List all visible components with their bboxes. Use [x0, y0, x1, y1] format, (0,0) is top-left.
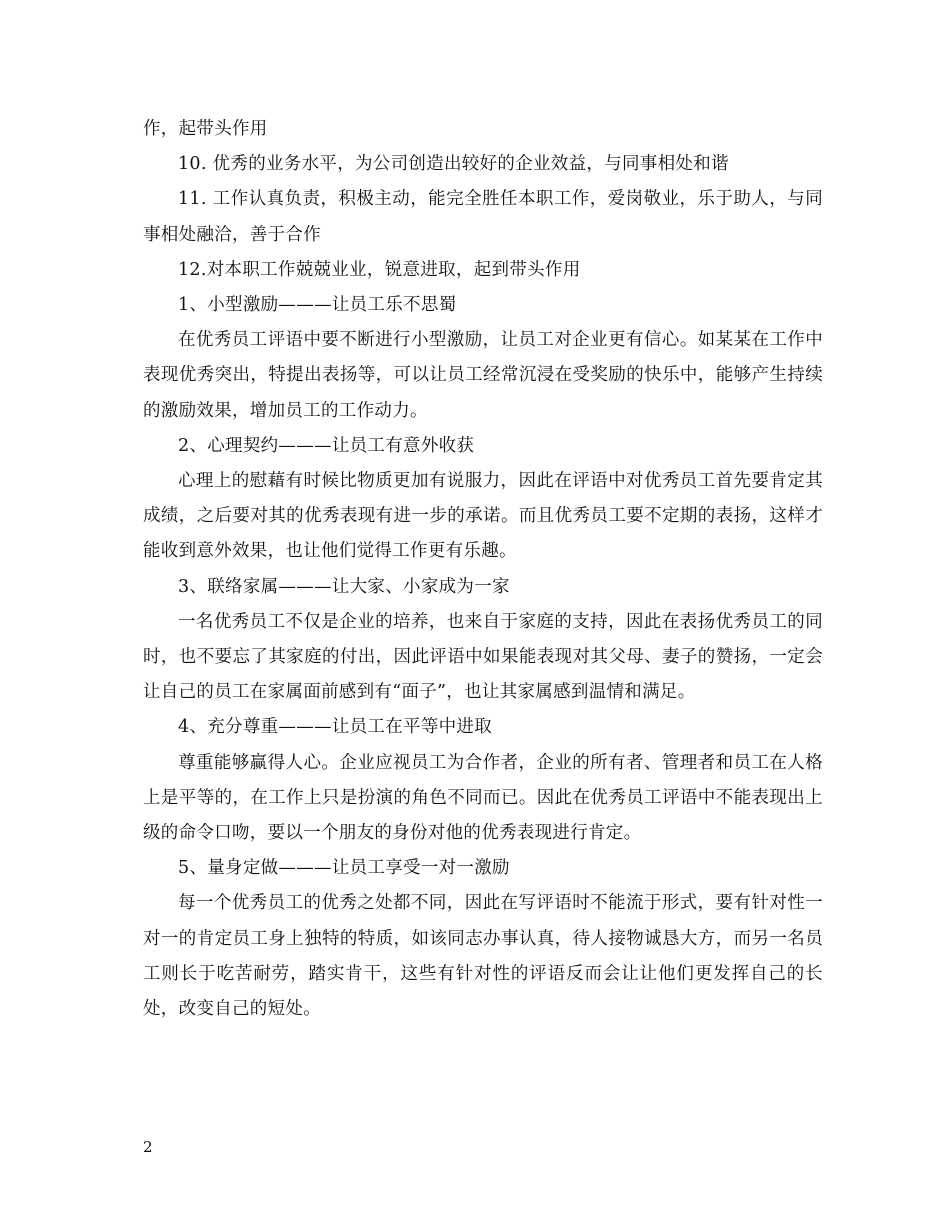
paragraph-item-12: 12.对本职工作兢兢业业，锐意进取，起到带头作用: [178, 259, 581, 280]
section-body-5: 每一个优秀员工的优秀之处都不同，因此在写评语时不能流于形式，要有针对性一对一的肯定员工身上独特的特质，如该同志办事认真，待人接物诚恳大方，而另一名员工则长于吃苦耐劳，踏实肯干，这些有针对性的评语反而会让让他们更发挥自己的长处，改变自己的短处。: [143, 893, 823, 1020]
section-body-3: 一名优秀员工不仅是企业的培养，也来自于家庭的支持，因此在表扬优秀员工的同时，也不要忘了其家庭的付出，因此评语中如果能表现对其父母、妻子的赞扬，一定会让自己的员工在家属面前感到有“面子”，也让其家属感到温情和满足。: [143, 611, 823, 703]
section-heading-1: 1、小型激励———让员工乐不思蜀: [178, 295, 457, 316]
paragraph-item-11: 11. 工作认真负责，积极主动，能完全胜任本职工作，爱岗敬业，乐于助人，与同事相处融洽，善于合作: [143, 189, 823, 245]
document-body: [143, 112, 823, 1027]
section-heading-2: 2、心理契约———让员工有意外收获: [178, 435, 475, 456]
section-heading-5: 5、量身定做———让员工享受一对一激励: [178, 858, 510, 879]
section-body-4: 尊重能够赢得人心。企业应视员工为合作者，企业的所有者、管理者和员工在人格上是平等的，在工作上只是扮演的角色不同而已。因此在优秀员工评语中不能表现出上级的命令口吻，要以一个朋友的身份对他的优秀表现进行肯定。: [143, 752, 823, 844]
section-heading-4: 4、充分尊重———让员工在平等中进取: [178, 717, 493, 738]
page-number: 2: [143, 1138, 153, 1156]
paragraph-continuation: 作，起带头作用: [143, 119, 268, 139]
section-body-2: 心理上的慰藉有时候比物质更加有说服力，因此在评语中对优秀员工首先要肯定其成绩，之后要对其的优秀表现有进一步的承诺。而且优秀员工要不定期的表扬，这样才能收到意外效果，也让他们觉得工作更有乐趣。: [143, 471, 823, 562]
paragraph-item-10: 10. 优秀的业务水平，为公司创造出较好的企业效益，与同事相处和谐: [178, 154, 729, 175]
section-body-1: 在优秀员工评语中要不断进行小型激励，让员工对企业更有信心。如某某在工作中表现优秀突出，特提出表扬等，可以让员工经常沉浸在受奖励的快乐中，能够产生持续的激励效果，增加员工的工作动力。: [143, 330, 823, 421]
section-heading-3: 3、联络家属———让大家、小家成为一家: [178, 576, 510, 597]
